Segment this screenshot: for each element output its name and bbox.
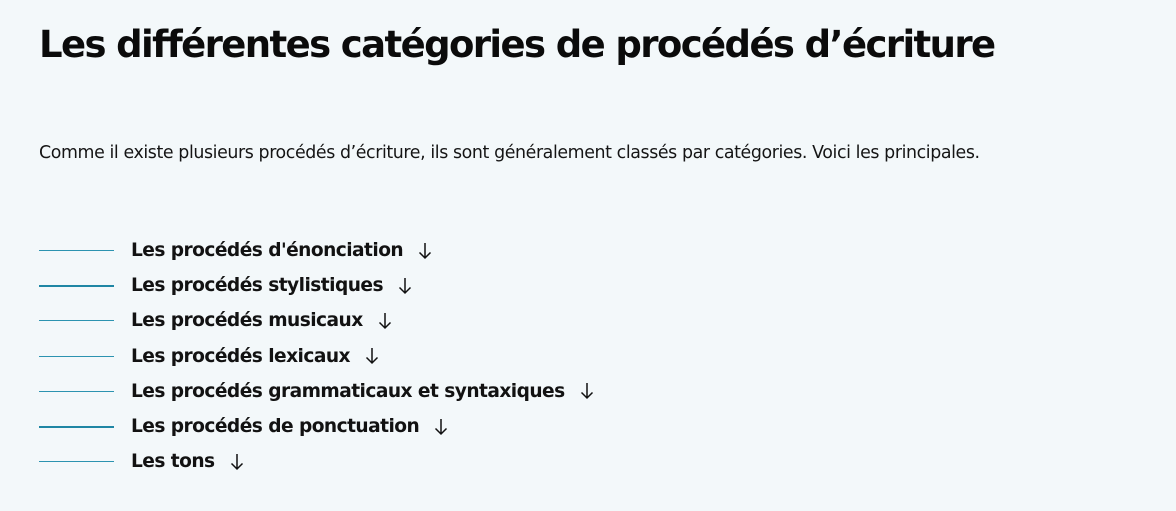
arrow-down-icon <box>229 452 245 472</box>
category-label: Les tons <box>131 451 215 473</box>
arrow-down-icon <box>579 381 595 401</box>
category-label: Les procédés de ponctuation <box>131 416 420 438</box>
category-link-enonciation[interactable] <box>39 233 595 268</box>
category-label: Les procédés d'énonciation <box>131 240 404 262</box>
arrow-down-icon <box>397 276 413 296</box>
arrow-down-icon <box>417 241 433 261</box>
arrow-down-icon <box>433 417 449 437</box>
divider-line <box>39 285 114 287</box>
category-link-tons[interactable] <box>39 444 595 479</box>
category-label: Les procédés lexicaux <box>131 345 350 367</box>
intro-paragraph: Comme il existe plusieurs procédés d’écriture, ils sont généralement classés par catégories. Voici les principales. <box>39 143 980 163</box>
arrow-down-icon <box>377 311 393 331</box>
divider-line <box>39 250 114 251</box>
divider-line <box>39 320 114 321</box>
category-label: Les procédés grammaticaux et syntaxiques <box>131 380 565 402</box>
category-link-grammaticaux[interactable] <box>39 374 595 409</box>
divider-line <box>39 426 114 428</box>
category-link-stylistiques[interactable] <box>39 268 595 303</box>
category-list <box>39 233 595 479</box>
arrow-down-icon <box>364 346 380 366</box>
category-label: Les procédés stylistiques <box>131 275 383 297</box>
category-link-lexicaux[interactable] <box>39 339 595 374</box>
divider-line <box>39 461 114 462</box>
page-title: Les différentes catégories de procédés d’écriture <box>39 23 995 66</box>
category-link-ponctuation[interactable] <box>39 409 595 444</box>
category-link-musicaux[interactable] <box>39 303 595 338</box>
category-label: Les procédés musicaux <box>131 310 363 332</box>
divider-line <box>39 391 114 392</box>
divider-line <box>39 356 114 357</box>
